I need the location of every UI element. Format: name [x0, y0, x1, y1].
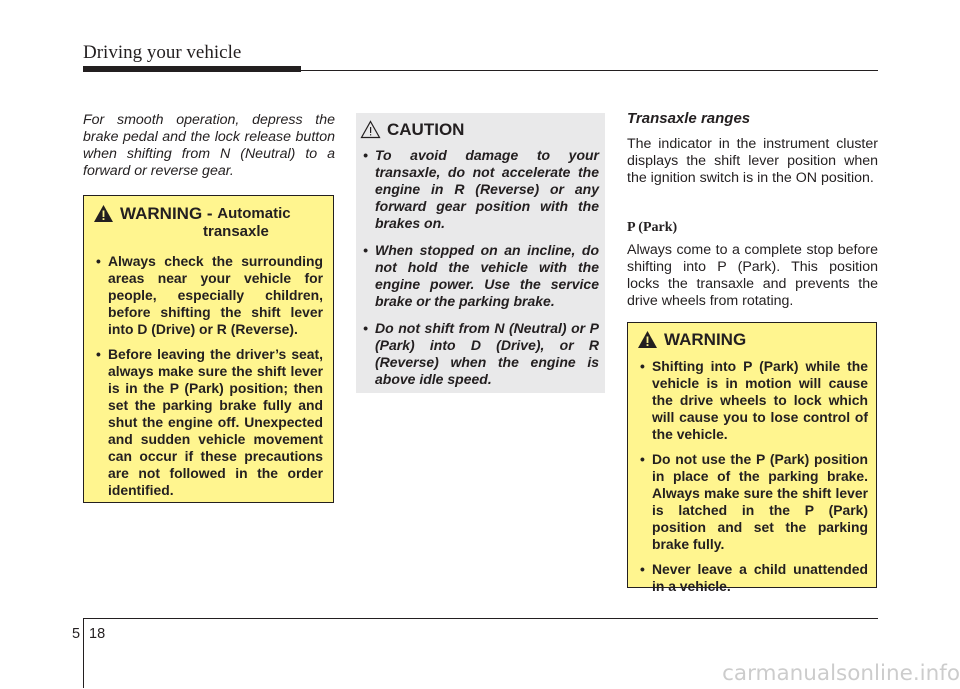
list-item: • Do not shift from N (Neutral) or P (Park) into D (Drive), or R (Reverse) when the engine is above idle speed. — [360, 320, 599, 388]
footer-separator — [83, 618, 84, 688]
page-header-title: Driving your vehicle — [83, 42, 242, 63]
warning-subtitle-1: Automatic — [217, 205, 291, 222]
header-rule — [301, 70, 878, 71]
list-item: • Never leave a child unattended in a vehicle. — [637, 561, 868, 595]
list-item: • When stopped on an incline, do not hold the vehicle with the engine power. Use the service brake or the parking brake. — [360, 242, 599, 310]
park-paragraph: Always come to a complete stop before shifting into P (Park). This position locks the transaxle and prevents the drive wheels from rotating. — [627, 242, 878, 309]
park-heading: P (Park) — [627, 220, 678, 235]
caution-header — [360, 120, 599, 139]
list-item: • Before leaving the driver’s seat, always make sure the shift lever is in the P (Park) position; then set the parking brake fully and shut the engine off. Unexpected and sudden vehicle movement can occur if these precautions are not followed in the order identified. — [93, 346, 323, 499]
warning-automatic-list — [93, 253, 323, 499]
warning-label: WARNING - — [120, 204, 213, 223]
warning-label: WARNING — [664, 330, 747, 349]
caution-triangle-icon — [360, 120, 381, 139]
caution-list — [360, 147, 599, 388]
warning-automatic-header — [93, 204, 323, 223]
warning-park-box — [627, 322, 877, 594]
warning-park-header — [637, 330, 868, 349]
warning-automatic-transaxle-box — [83, 195, 334, 503]
list-item: • To avoid damage to your transaxle, do not accelerate the engine in R (Reverse) or any forward gear position with the brakes on. — [360, 147, 599, 232]
header-bar — [83, 66, 301, 72]
list-item: • Always check the surrounding areas near your vehicle for people, especially children, before shifting the shift lever into D (Drive) or R (Reverse). — [93, 253, 323, 338]
transaxle-ranges-heading: Transaxle ranges — [627, 110, 751, 127]
list-item: • Do not use the P (Park) position in place of the parking brake. Always make sure the shift lever is latched in the P (Park) position and set the parking brake fully. — [637, 451, 868, 553]
caution-label: CAUTION — [387, 120, 465, 139]
warning-subtitle-2: transaxle — [203, 223, 269, 240]
list-item: • Shifting into P (Park) while the vehicle is in motion will cause the drive wheels to lock which will cause you to lose control of the vehicle. — [637, 358, 868, 443]
chapter-number: 5 — [72, 626, 81, 642]
warning-triangle-icon — [93, 204, 114, 223]
page-number: 18 — [89, 626, 106, 642]
intro-paragraph: For smooth operation, depress the brake pedal and the lock release button when shifting from N (Neutral) to a forward or reverse gear. — [83, 112, 335, 179]
caution-box — [356, 113, 605, 393]
warning-triangle-icon — [637, 330, 658, 349]
footer-rule — [83, 618, 878, 619]
transaxle-ranges-paragraph: The indicator in the instrument cluster displays the shift lever position when the ignition switch is in the ON position. — [627, 136, 878, 186]
warning-park-list — [637, 358, 868, 595]
watermark: carmanualsonline.info — [722, 661, 960, 686]
